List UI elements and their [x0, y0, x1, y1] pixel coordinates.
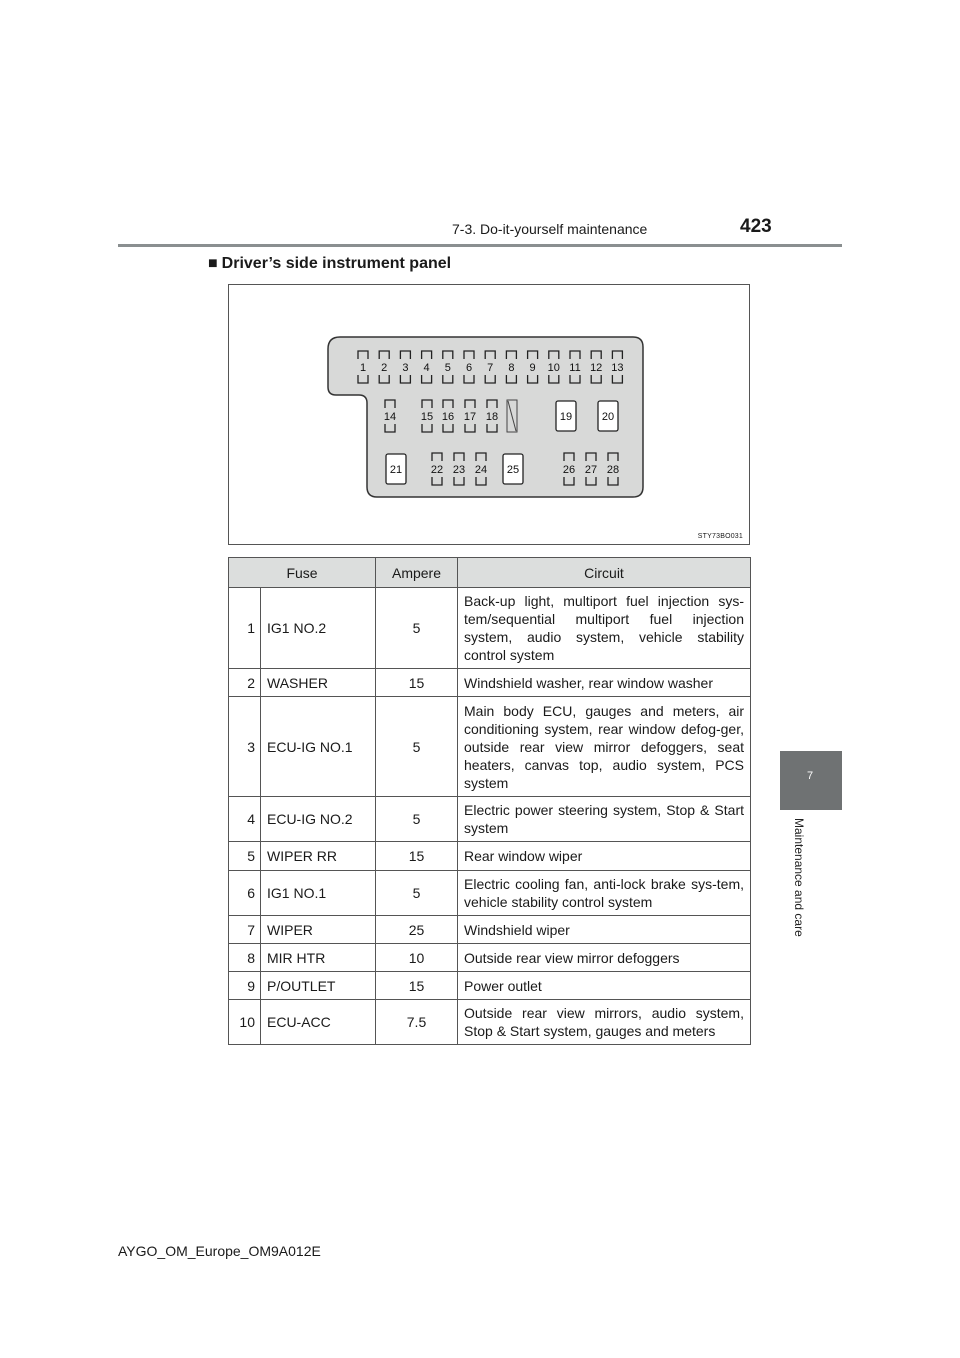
table-row	[229, 871, 751, 916]
section-title	[208, 255, 451, 273]
fuse-label: 21	[389, 464, 403, 476]
fuse-label: 6	[465, 362, 473, 374]
fuse-label: 20	[601, 411, 615, 423]
diagram-code: STY73BO031	[697, 533, 743, 540]
fuse-name: ECU-IG NO.2	[261, 797, 376, 842]
table-row	[229, 842, 751, 871]
table-row	[229, 944, 751, 972]
fuse-name: IG1 NO.2	[261, 588, 376, 669]
fuse-circuit: Windshield wiper	[458, 916, 751, 944]
fuse-label: 10	[547, 362, 560, 374]
fuse-number: 7	[229, 916, 261, 944]
document-code: AYGO_OM_Europe_OM9A012E	[118, 1243, 321, 1259]
square-bullet-icon: ■	[208, 255, 218, 272]
fuse-label: 24	[474, 464, 488, 476]
fuse-ampere: 10	[376, 944, 458, 972]
fuse-table	[228, 557, 751, 1045]
fuse-label: 8	[508, 362, 515, 374]
fuse-label: 16	[441, 411, 455, 423]
fuse-box-drawing	[229, 285, 749, 544]
fuse-ampere: 5	[376, 697, 458, 797]
fuse-number: 3	[229, 697, 261, 797]
fuse-circuit: Outside rear view mirror defoggers	[458, 944, 751, 972]
fuse-label: 11	[569, 362, 581, 374]
fuse-label: 1	[359, 362, 367, 374]
fuse-circuit: Power outlet	[458, 972, 751, 1000]
fuse-label: 3	[402, 362, 409, 374]
fuse-circuit: Windshield washer, rear window washer	[458, 669, 751, 697]
header-rule	[118, 244, 842, 247]
header-ampere: Ampere	[376, 558, 458, 588]
fuse-label: 4	[423, 362, 430, 374]
fuse-name: WIPER	[261, 916, 376, 944]
fuse-ampere: 5	[376, 588, 458, 669]
fuse-name: P/OUTLET	[261, 972, 376, 1000]
fuse-number: 6	[229, 871, 261, 916]
fuse-name: MIR HTR	[261, 944, 376, 972]
fuse-label: 15	[420, 411, 434, 423]
fuse-label: 17	[463, 411, 477, 423]
fuse-circuit: Main body ECU, gauges and meters, air conditioning system, rear window defog-ger, outside rear view mirror defoggers, seat heaters, canvas top, audio system, PCS system	[458, 697, 751, 797]
fuse-ampere: 15	[376, 669, 458, 697]
fuse-label: 7	[487, 362, 494, 374]
fuse-ampere: 7.5	[376, 1000, 458, 1045]
fuse-box-diagram	[228, 284, 750, 545]
fuse-circuit: Back-up light, multiport fuel injection sys-tem/sequential multiport fuel injection system, audio system, vehicle stability control system	[458, 588, 751, 669]
fuse-number: 2	[229, 669, 261, 697]
chapter-tab	[780, 751, 842, 810]
fuse-circuit: Outside rear view mirrors, audio system, Stop & Start system, gauges and meters	[458, 1000, 751, 1045]
fuse-circuit: Electric power steering system, Stop & Start system	[458, 797, 751, 842]
fuse-ampere: 15	[376, 972, 458, 1000]
header-section-title: 7-3. Do-it-yourself maintenance	[452, 221, 648, 237]
fuse-label: 14	[383, 411, 397, 423]
fuse-name: ECU-ACC	[261, 1000, 376, 1045]
fuse-label: 28	[606, 464, 620, 476]
fuse-label: 12	[590, 362, 603, 374]
table-row	[229, 669, 751, 697]
table-row	[229, 972, 751, 1000]
fuse-number: 4	[229, 797, 261, 842]
fuse-label: 18	[485, 411, 499, 423]
table-row	[229, 697, 751, 797]
fuse-ampere: 15	[376, 842, 458, 871]
table-row	[229, 916, 751, 944]
fuse-number: 1	[229, 588, 261, 669]
fuse-label: 13	[611, 362, 624, 374]
fuse-circuit: Rear window wiper	[458, 842, 751, 871]
table-row	[229, 588, 751, 669]
fuse-label: 9	[529, 362, 536, 374]
fuse-label: 27	[584, 464, 598, 476]
fuse-ampere: 5	[376, 871, 458, 916]
table-row	[229, 797, 751, 842]
fuse-label: 26	[562, 464, 576, 476]
fuse-label: 5	[444, 362, 451, 374]
fuse-name: WIPER RR	[261, 842, 376, 871]
fuse-ampere: 25	[376, 916, 458, 944]
fuse-ampere: 5	[376, 797, 458, 842]
fuse-label: 25	[506, 464, 520, 476]
header-circuit: Circuit	[458, 558, 751, 588]
fuse-number: 10	[229, 1000, 261, 1045]
page-number: 423	[740, 216, 772, 237]
fuse-number: 5	[229, 842, 261, 871]
fuse-label: 23	[452, 464, 466, 476]
fuse-label: 22	[430, 464, 444, 476]
fuse-label: 19	[559, 411, 573, 423]
chapter-label: Maintenance and care	[792, 818, 806, 937]
table-header-row	[229, 558, 751, 588]
fuse-number: 9	[229, 972, 261, 1000]
fuse-number: 8	[229, 944, 261, 972]
header-fuse: Fuse	[229, 558, 376, 588]
chapter-number: 7	[807, 770, 814, 782]
fuse-circuit: Electric cooling fan, anti-lock brake sys-tem, vehicle stability control system	[458, 871, 751, 916]
fuse-name: ECU-IG NO.1	[261, 697, 376, 797]
fuse-name: WASHER	[261, 669, 376, 697]
section-title-text: Driver’s side instrument panel	[221, 255, 452, 272]
fuse-label: 2	[381, 362, 388, 374]
fuse-name: IG1 NO.1	[261, 871, 376, 916]
table-row	[229, 1000, 751, 1045]
